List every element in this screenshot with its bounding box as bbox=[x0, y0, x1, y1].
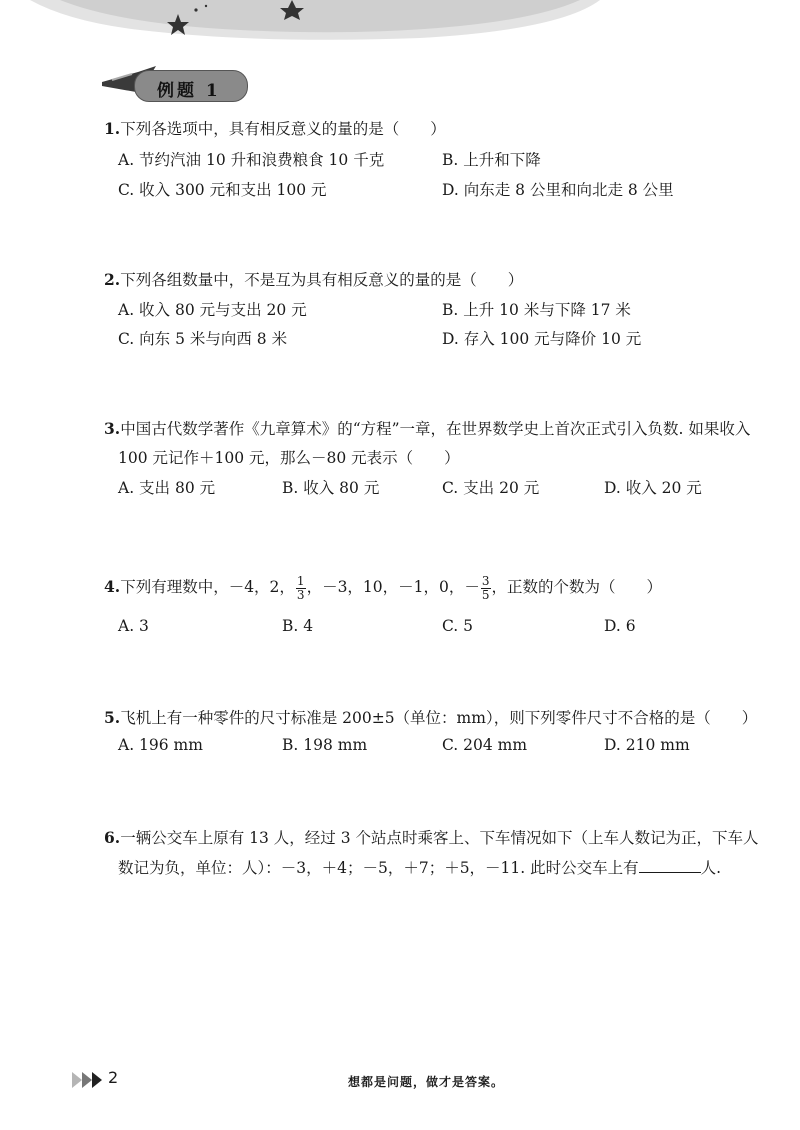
option-a: A. 支出 80 元 bbox=[118, 479, 216, 497]
fraction bbox=[296, 575, 306, 602]
question-stem bbox=[104, 571, 662, 603]
question-number: 4. bbox=[104, 577, 121, 596]
question-stem bbox=[104, 417, 750, 439]
option-c: C. 204 mm bbox=[442, 736, 528, 754]
question-stem bbox=[104, 268, 523, 290]
question-text: ，－3，10，－1，0，－ bbox=[306, 578, 480, 596]
answer-blank[interactable] bbox=[639, 858, 701, 873]
option-a: A. 3 bbox=[118, 617, 149, 635]
question-stem bbox=[104, 826, 758, 848]
question-text: 中国古代数学著作《九章算术》的“方程”一章，在世界数学史上首次正式引入负数. 如果收入 bbox=[120, 420, 751, 438]
question-text: 数记为负，单位：人）：－3，＋4；－5，＋7；＋5，－11. 此时公交车上有 bbox=[118, 859, 639, 877]
option-d: D. 6 bbox=[604, 617, 636, 635]
question-stem bbox=[104, 117, 446, 139]
footer-motto: 想都是问题，做才是答案。 bbox=[348, 1075, 505, 1089]
question-text: 下列有理数中，－4，2， bbox=[120, 578, 295, 596]
question-stem bbox=[104, 706, 757, 728]
option-d: D. 收入 20 元 bbox=[604, 479, 702, 497]
question-text-line2: 100 元记作＋100 元，那么－80 元表示（ ） bbox=[118, 449, 460, 467]
option-c: C. 收入 300 元和支出 100 元 bbox=[118, 181, 327, 199]
question-text: 下列各选项中，具有相反意义的量的是（ ） bbox=[120, 120, 446, 138]
option-b: B. 198 mm bbox=[282, 736, 368, 754]
question-text: 下列各组数量中，不是互为具有相反意义的量的是（ ） bbox=[120, 271, 524, 289]
fraction bbox=[481, 575, 491, 602]
question-text: 一辆公交车上原有 13 人，经过 3 个站点时乘客上、下车情况如下（上车人数记为正，下车人 bbox=[120, 829, 759, 847]
double-arrow-icon bbox=[70, 1070, 104, 1090]
option-a: A. 196 mm bbox=[118, 736, 203, 754]
question-number: 5. bbox=[104, 708, 121, 727]
option-c: C. 支出 20 元 bbox=[442, 479, 540, 497]
header-banner bbox=[0, 0, 800, 70]
option-c: C. 向东 5 米与向西 8 米 bbox=[118, 330, 288, 348]
question-number: 2. bbox=[104, 270, 121, 289]
example-tag bbox=[98, 62, 248, 104]
option-b: B. 收入 80 元 bbox=[282, 479, 380, 497]
fraction-denominator: 3 bbox=[296, 587, 305, 602]
option-c: C. 5 bbox=[442, 617, 474, 635]
fraction-denominator: 5 bbox=[481, 587, 490, 602]
fraction-numerator: 1 bbox=[296, 573, 305, 588]
question-number: 3. bbox=[104, 419, 121, 438]
option-d: D. 存入 100 元与降价 10 元 bbox=[442, 330, 642, 348]
fraction-numerator: 3 bbox=[481, 573, 490, 588]
question-text: 飞机上有一种零件的尺寸标准是 200±5（单位：mm），则下列零件尺寸不合格的是（ ） bbox=[120, 709, 758, 727]
question-text: ，正数的个数为（ ） bbox=[491, 578, 663, 596]
example-label: 例题 1 bbox=[157, 81, 221, 101]
option-d: D. 210 mm bbox=[604, 736, 690, 754]
question-number: 1. bbox=[104, 119, 121, 138]
option-b: B. 上升和下降 bbox=[442, 151, 541, 169]
option-b: B. 上升 10 米与下降 17 米 bbox=[442, 301, 631, 319]
question-text-line2 bbox=[118, 856, 721, 878]
option-a: A. 收入 80 元与支出 20 元 bbox=[118, 301, 307, 319]
question-text: 人. bbox=[700, 859, 722, 877]
option-a: A. 节约汽油 10 升和浪费粮食 10 千克 bbox=[118, 151, 385, 169]
example-pill bbox=[134, 70, 248, 102]
page-number: 2 bbox=[108, 1068, 119, 1087]
option-b: B. 4 bbox=[282, 617, 314, 635]
question-number: 6. bbox=[104, 828, 121, 847]
option-d: D. 向东走 8 公里和向北走 8 公里 bbox=[442, 181, 674, 199]
